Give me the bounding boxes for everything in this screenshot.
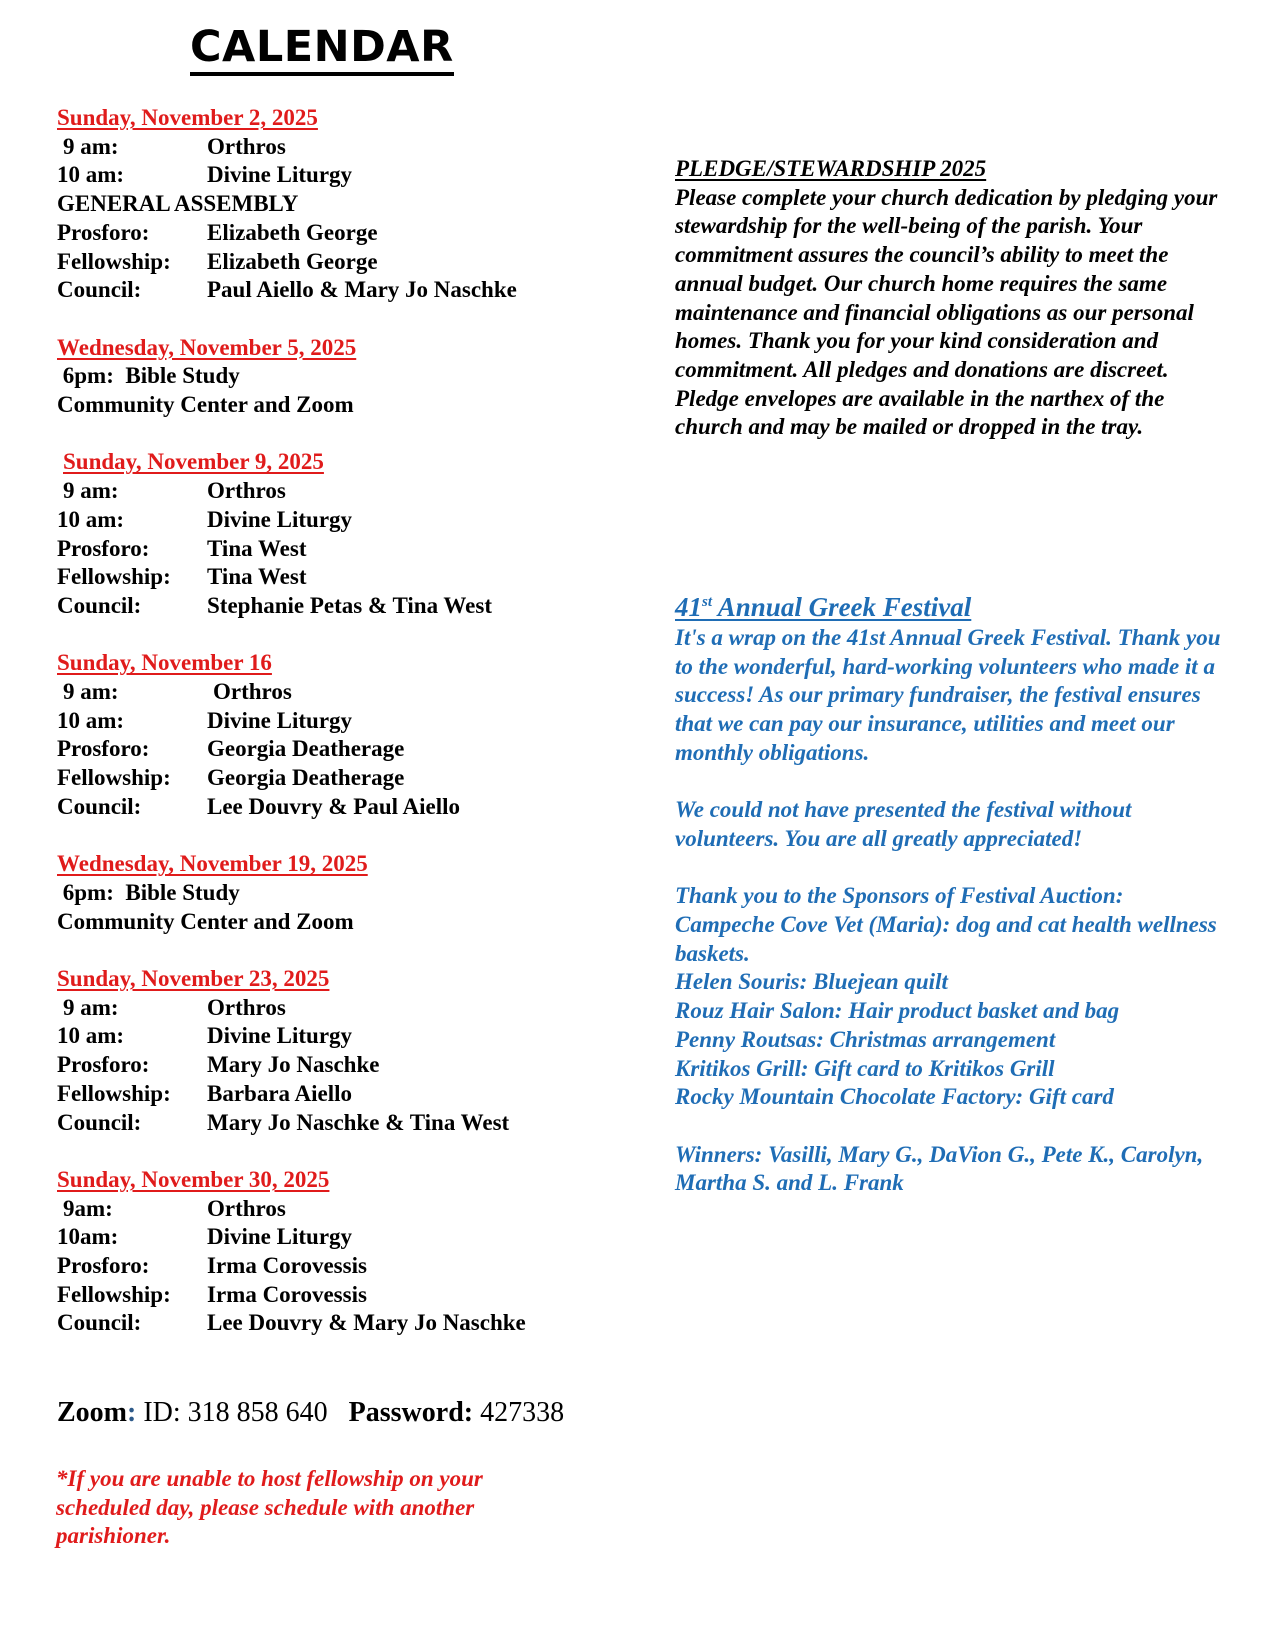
event-row-value: Divine Liturgy xyxy=(207,162,353,188)
event-row-value: Georgia Deatherage xyxy=(207,736,405,762)
event-row-label: Council: xyxy=(57,1109,142,1135)
festival-heading-text: Annual Greek Festival xyxy=(712,592,972,622)
event-row-label: 10 am: xyxy=(57,707,125,733)
event-row-label: Council: xyxy=(57,277,142,303)
event-row xyxy=(57,506,617,535)
sponsors-heading: Thank you to the Sponsors of Festival Auction: xyxy=(675,883,1124,909)
event-row-label: 9am: xyxy=(63,1195,113,1221)
event-date-heading: Sunday, November 16 xyxy=(57,650,272,676)
event-row-value: Irma Corovessis xyxy=(207,1253,367,1279)
event-row xyxy=(57,1109,617,1138)
zoom-password-value: 427338 xyxy=(480,1397,565,1428)
sponsor-item: Penny Routsas: Christmas arrangement xyxy=(675,1026,1056,1052)
event-row xyxy=(57,276,617,305)
festival-thanks: We could not have presented the festival without volunteers. You are all greatly appreciated! xyxy=(675,797,1132,851)
festival-section xyxy=(675,585,1235,1198)
event-row-label: Fellowship: xyxy=(57,1080,171,1106)
sponsors-list xyxy=(675,911,1235,1112)
zoom-id-value: 318 858 640 xyxy=(187,1397,328,1428)
sponsor-item: Rocky Mountain Chocolate Factory: Gift card xyxy=(675,1084,1114,1110)
event-row-label: Council: xyxy=(57,1310,142,1336)
event-row xyxy=(57,248,617,277)
event-row-label: Fellowship: xyxy=(57,564,171,590)
event-date-heading: Wednesday, November 19, 2025 xyxy=(57,851,368,877)
calendar-event xyxy=(57,850,617,936)
festival-intro: It's a wrap on the 41st Annual Greek Festival. Thank you to the wonderful, hard-working volunteers who made it a success! As our primary fundraiser, the festival ensures that we can pay our insurance, utilities and meet our xyxy=(675,625,1221,737)
festival-heading xyxy=(675,585,971,624)
event-note: Community Center and Zoom xyxy=(57,908,354,934)
event-row xyxy=(57,219,617,248)
event-row xyxy=(57,793,617,822)
event-row-value: Mary Jo Naschke xyxy=(207,1052,380,1078)
event-note: 6pm: Bible Study xyxy=(57,879,240,905)
event-row-label: 10 am: xyxy=(57,162,125,188)
event-row-label: 9 am: xyxy=(63,679,119,705)
calendar-event xyxy=(57,334,617,420)
event-row-label: Prosforo: xyxy=(57,1253,150,1279)
event-row-value: Stephanie Petas & Tina West xyxy=(207,592,492,618)
sponsor-item: Campeche Cove Vet (Maria): dog and cat health wellness baskets. xyxy=(675,912,1217,966)
event-row-value: Tina West xyxy=(207,535,307,561)
zoom-label: Zoom xyxy=(57,1397,127,1428)
event-row-value: Barbara Aiello xyxy=(207,1080,353,1106)
calendar-event xyxy=(57,104,617,305)
event-row-value: Orthros xyxy=(213,679,292,705)
event-row-label: 10 am: xyxy=(57,1023,125,1049)
calendar-event xyxy=(57,649,617,821)
event-row xyxy=(57,1051,617,1080)
event-row-value: Paul Aiello & Mary Jo Naschke xyxy=(207,277,517,303)
zoom-password-label: Password: xyxy=(348,1397,474,1428)
zoom-colon: : xyxy=(127,1397,137,1428)
event-row xyxy=(57,1309,617,1338)
event-row-label: Council: xyxy=(57,793,142,819)
pledge-heading: PLEDGE/STEWARDSHIP 2025 xyxy=(675,156,987,181)
event-row-value: Irma Corovessis xyxy=(207,1281,367,1307)
event-row xyxy=(57,592,617,621)
event-row xyxy=(57,1080,617,1109)
event-row xyxy=(57,994,617,1023)
festival-heading-sup: st xyxy=(702,594,713,610)
event-date-heading: Wednesday, November 5, 2025 xyxy=(57,334,357,360)
event-row xyxy=(57,735,617,764)
event-row xyxy=(57,477,617,506)
event-row xyxy=(57,678,617,707)
event-row-label: 10 am: xyxy=(57,506,125,532)
event-note: Community Center and Zoom xyxy=(57,392,354,418)
calendar-event xyxy=(57,448,617,620)
event-row-value: Orthros xyxy=(207,478,286,504)
pledge-section xyxy=(675,155,1235,442)
event-row-label: Fellowship: xyxy=(57,248,171,274)
sponsor-item: Helen Souris: Bluejean quilt xyxy=(675,969,948,995)
event-row-label: Fellowship: xyxy=(57,765,171,791)
fellowship-note: *If you are unable to host fellowship on your scheduled day, please schedule with another parishioner. xyxy=(56,1466,483,1549)
event-row-label: 9 am: xyxy=(63,478,119,504)
event-row-label: Prosforo: xyxy=(57,535,150,561)
event-date-heading: Sunday, November 9, 2025 xyxy=(63,449,324,475)
event-row-value: Divine Liturgy xyxy=(207,707,353,733)
event-row-value: Lee Douvry & Mary Jo Naschke xyxy=(207,1310,526,1336)
pledge-body: Please complete your church dedication by pledging your stewardship for the well-being of the parish. Your commitment assures the council’s ability to meet the annual budget. Our church home requires the same maintenance and financial obligations as our personal homes. Thank you for your kind consideration and commitment. All pledges and donations are discreet. Pledge envelopes are available in the narthex of the church and may be mailed or dropped in the tray. xyxy=(675,184,1218,440)
event-note: GENERAL ASSEMBLY xyxy=(57,191,299,217)
event-row xyxy=(57,1252,617,1281)
event-row xyxy=(57,1195,617,1224)
event-row-value: Orthros xyxy=(207,994,286,1020)
event-row xyxy=(57,1281,617,1310)
event-row-label: 9 am: xyxy=(63,133,119,159)
event-row-value: Mary Jo Naschke & Tina West xyxy=(207,1109,510,1135)
event-row xyxy=(57,535,617,564)
event-row xyxy=(57,563,617,592)
event-row-label: Prosforo: xyxy=(57,219,150,245)
festival-heading-num: 41 xyxy=(675,592,702,622)
event-row-label: Council: xyxy=(57,592,142,618)
event-row-value: Lee Douvry & Paul Aiello xyxy=(207,793,460,819)
event-date-heading: Sunday, November 2, 2025 xyxy=(57,105,318,130)
event-row-value: Divine Liturgy xyxy=(207,506,353,532)
event-row-label: Prosforo: xyxy=(57,1052,150,1078)
calendar-list xyxy=(57,104,617,1367)
event-row-label: Prosforo: xyxy=(57,736,150,762)
event-row-label: 9 am: xyxy=(63,994,119,1020)
event-row-value: Orthros xyxy=(207,133,286,159)
event-row-value: Orthros xyxy=(207,1195,286,1221)
event-row xyxy=(57,133,617,162)
event-row xyxy=(57,1223,617,1252)
zoom-info xyxy=(57,1395,564,1431)
event-row-value: Elizabeth George xyxy=(207,248,378,274)
calendar-event xyxy=(57,965,617,1137)
event-date-heading: Sunday, November 23, 2025 xyxy=(57,966,330,992)
event-row-value: Divine Liturgy xyxy=(207,1224,353,1250)
sponsor-item: Kritikos Grill: Gift card to Kritikos Grill xyxy=(675,1055,1055,1081)
festival-intro-end: monthly obligations. xyxy=(675,739,870,765)
sponsor-item: Rouz Hair Salon: Hair product basket and bag xyxy=(675,998,1120,1024)
calendar-event xyxy=(57,1166,617,1338)
festival-winners: Winners: Vasilli, Mary G., DaVion G., Pete K., Carolyn, Martha S. and L. Frank xyxy=(675,1141,1204,1196)
event-row-value: Georgia Deatherage xyxy=(207,765,405,791)
event-row xyxy=(57,1022,617,1051)
event-date-heading: Sunday, November 30, 2025 xyxy=(57,1166,330,1192)
event-row xyxy=(57,764,617,793)
event-row xyxy=(57,707,617,736)
event-row xyxy=(57,161,617,190)
event-row-value: Elizabeth George xyxy=(207,219,378,245)
event-row-value: Tina West xyxy=(207,564,307,590)
page-title: CALENDAR xyxy=(190,22,454,76)
event-row-value: Divine Liturgy xyxy=(207,1023,353,1049)
event-row-label: Fellowship: xyxy=(57,1281,171,1307)
zoom-id-label: ID: xyxy=(143,1397,181,1428)
event-note: 6pm: Bible Study xyxy=(57,363,240,389)
event-row-label: 10am: xyxy=(57,1224,119,1250)
